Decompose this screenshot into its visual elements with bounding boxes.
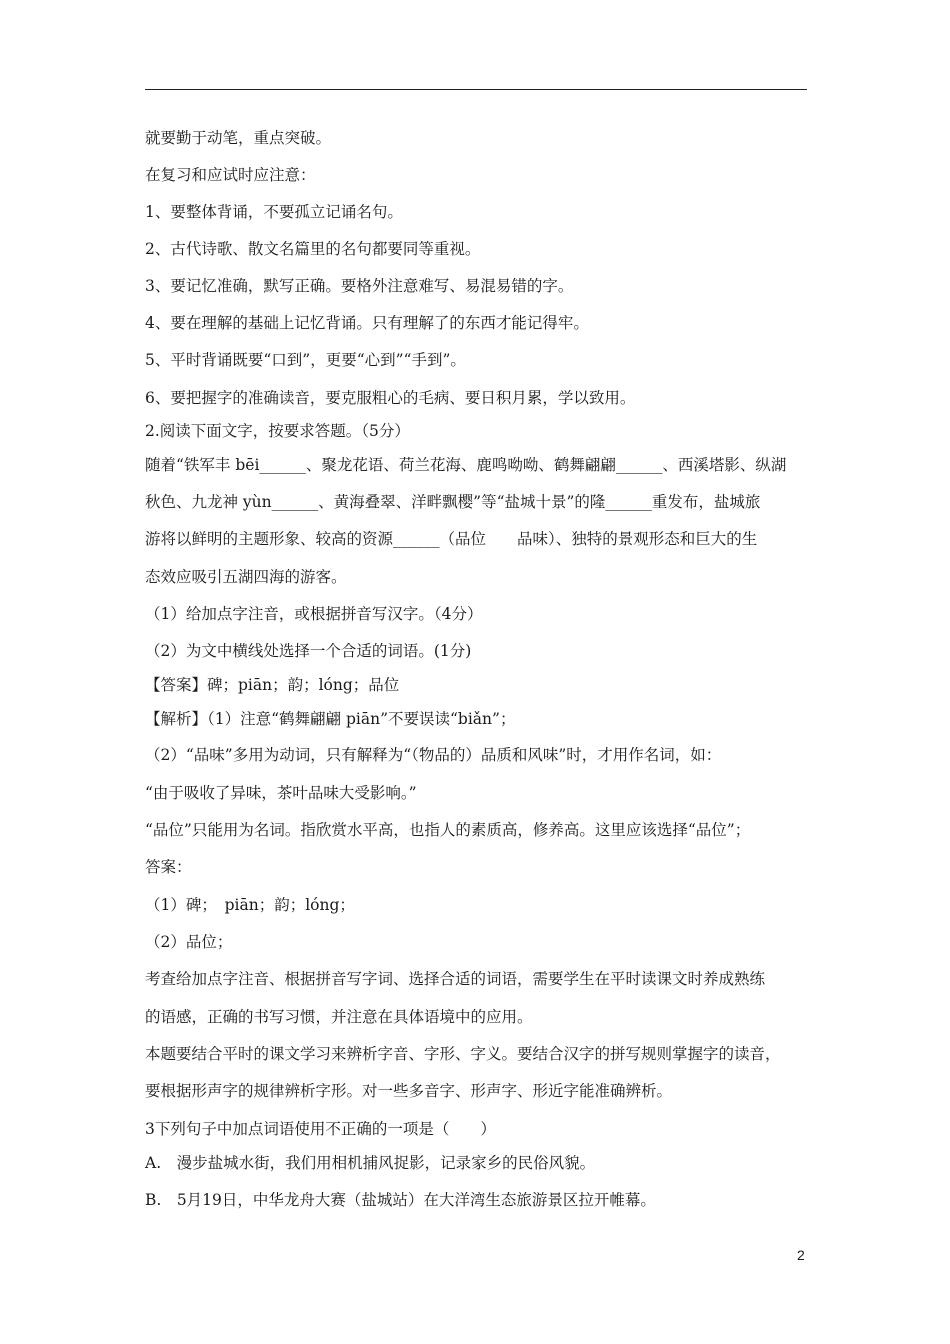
list-item: 4、要在理解的基础上记忆背诵。只有理解了的东西才能记得牢。 [145,314,589,332]
analysis-line: （2）“品味”多用为动词，只有解释为“（物品的）品质和风味”时，才用作名词，如： [145,746,722,764]
list-item: 2、古代诗歌、散文名篇里的名句都要同等重视。 [145,240,481,258]
passage-line: 随着“铁军丰 bēi______、聚龙花语、荷兰花海、鹿鸣呦呦、鹤舞翩翩______、西溪塔影、纵湖 [145,456,787,474]
question-heading: 3下列句子中加点词语使用不正确的一项是（ ） [145,1120,496,1138]
list-item: 5、平时背诵既要“口到”，更要“心到”“手到”。 [145,351,466,369]
explanation-line: 本题要结合平时的课文学习来辨析字音、字形、字义。要结合汉字的拼写规则掌握字的读音， [145,1045,781,1063]
answer-line: 【答案】碑；piān；韵；lóng；品位 [145,676,400,694]
option-a: A. 漫步盐城水街，我们用相机捕风捉影，记录家乡的民俗风貌。 [145,1154,596,1172]
analysis-line: “品位”只能用为名词。指欣赏水平高，也指人的素质高，修养高。这里应该选择“品位”； [145,821,751,839]
answer-line: （1）碑； piān；韵；lóng； [145,896,355,914]
option-b: B. 5月19日，中华龙舟大赛（盐城站）在大洋湾生态旅游景区拉开帷幕。 [145,1191,656,1209]
text-line: 就要勤于动笔，重点突破。 [145,129,332,147]
sub-question: （1）给加点字注音，或根据拼音写汉字。（4分） [145,605,483,623]
text-line: 在复习和应试时应注意： [145,166,316,184]
list-item: 1、要整体背诵，不要孤立记诵名句。 [145,203,403,221]
sub-question: （2）为文中横线处选择一个合适的词语。(1分) [145,642,472,660]
header-rule [145,89,807,90]
passage-line: 游将以鲜明的主题形象、较高的资源______（品位 品味）、独特的景观形态和巨大的生 [145,530,758,548]
explanation-line: 要根据形声字的规律辨析字形。对一些多音字、形声字、形近字能准确辨析。 [145,1082,673,1100]
answer-line: （2）品位； [145,933,233,951]
passage-line: 态效应吸引五湖四海的游客。 [145,568,347,586]
passage-line: 秋色、九龙神 yùn______、黄海叠翠、洋畔飘樱”等“盐城十景”的隆______重发布，盐城旅 [145,493,761,511]
question-heading: 2.阅读下面文字，按要求答题。（5分） [145,422,410,440]
explanation-line: 考查给加点字注音、根据拼音写字词、选择合适的词语，需要学生在平时读课文时养成熟练 [145,970,766,988]
list-item: 6、要把握字的准确读音，要克服粗心的毛病、要日积月累，学以致用。 [145,389,636,407]
explanation-line: 的语感，正确的书写习惯，并注意在具体语境中的应用。 [145,1008,533,1026]
analysis-line: 【解析】（1）注意“鹤舞翩翩 piān”不要误读“biǎn”； [145,710,516,728]
page-number: 2 [797,1247,805,1263]
analysis-line: “由于吸收了异味，茶叶品味大受影响。” [145,784,417,802]
answer-heading: 答案： [145,858,192,876]
list-item: 3、要记忆准确，默写正确。要格外注意难写、易混易错的字。 [145,277,574,295]
